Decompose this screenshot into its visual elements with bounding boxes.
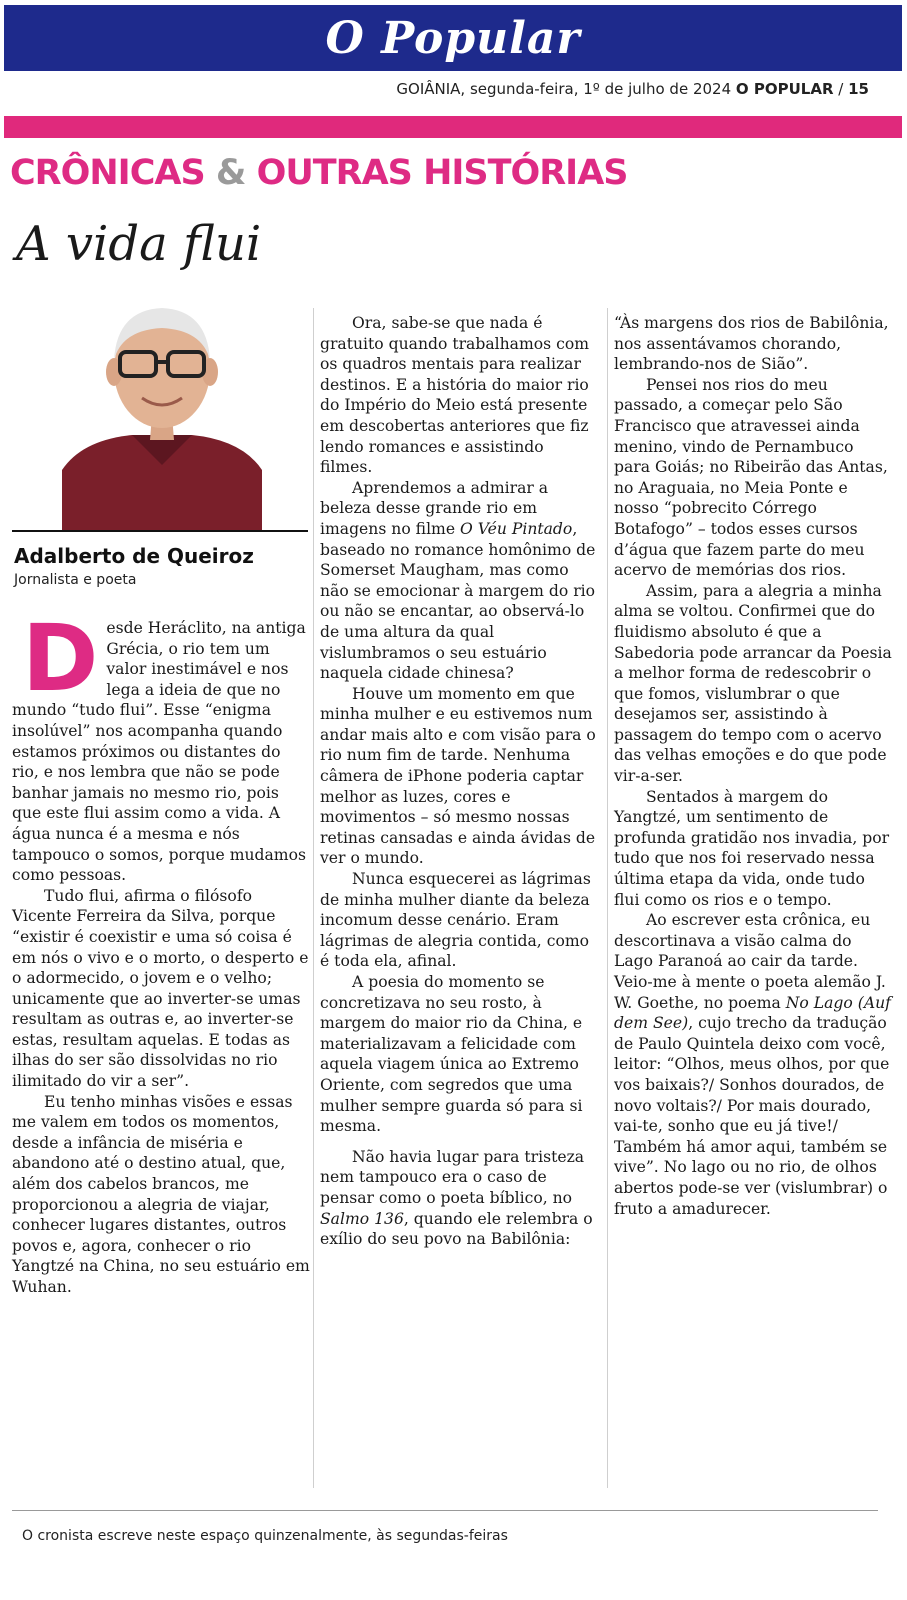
section-title-part1: CRÔNICAS (10, 153, 205, 193)
poem-title: No Lago (Auf dem See) (614, 993, 891, 1033)
footer-rule (12, 1510, 878, 1511)
section-title-part2: OUTRAS HISTÓRIAS (256, 153, 628, 193)
paragraph: Ao escrever esta crônica, eu descortinava a visão calma do Lago Paranoá ao cair da tarde. Veio-me à mente o poeta alemão J. W. Goethe, no poema No Lago (Auf dem See), cujo trecho da tradução de Paulo Quintela deixo com você, leitor: “Olhos, meus olhos, por que vos baixais?/ Sonhos dourados, de novo voltais?/ Por mais dourado, vai-te, sonho que eu já tive!/ Também há amor aqui, também se vive”. No lago ou no rio, de olhos abertos pode-se ver (vislumbrar) o fruto a amadurecer. (614, 911, 891, 1218)
article-headline: A vida flui (16, 216, 262, 272)
section-ampersand: & (215, 153, 246, 193)
article-column-1 (12, 605, 310, 1298)
folio-paper-name: O POPULAR (735, 80, 834, 98)
paragraph: Sentados à margem do Yangtzé, um sentimento de profunda gratidão nos invadia, por tudo que nos foi reservado nessa última etapa da vida, onde tudo flui como os rios e o tempo. (614, 787, 890, 909)
author-rule (12, 530, 308, 532)
psalm-reference: Salmo 136 (320, 1209, 404, 1228)
paragraph: A poesia do momento se concretizava no seu rosto, à margem do maior rio da China, e materializavam a felicidade com aquela viagem única ao Extremo Oriente, com segredos que uma mulher sempre guarda só para si mesma. (320, 973, 583, 1136)
newspaper-logo: O Popular (325, 12, 581, 64)
quotation: “Às margens dos rios de Babilônia, nos assentávamos chorando, lembrando-nos de Sião”. (614, 314, 889, 374)
edition-date: GOIÂNIA, segunda-feira, 1º de julho de 2024 (396, 80, 732, 98)
film-title: O Véu Pintado (460, 519, 573, 538)
page-number: 15 (848, 80, 869, 98)
paragraph: Assim, para a alegria a minha alma se voltou. Confirmei que do fluidismo absoluto é que a Sabedoria pode arrancar da Poesia a melhor forma de redescobrir o que fomos, vislumbrar o que desejamos ser, assistindo à passagem do tempo com o acervo das velhas emoções e do que pode vir-a-ser. (614, 581, 892, 786)
column-divider (313, 308, 314, 1488)
drop-cap: D (22, 605, 99, 712)
paragraph: Não havia lugar para tristeza nem tampouco era o caso de pensar como o poeta bíblico, no Salmo 136, quando ele relembra o exílio do seu povo na Babilônia: (320, 1147, 593, 1249)
folio-separator: / (833, 80, 849, 98)
paragraph: esde Heráclito, na antiga Grécia, o rio tem um valor inestimável e nos lega a ideia de que no mundo “tudo flui”. Esse “enigma insolúvel” nos acompanha quando estamos próximos ou distantes do rio, e nos lembra que não se pode banhar jamais no mesmo rio, pois que este flui assim como a vida. A água nunca é a mesma e nós tampouco o somos, porque mudamos como pessoas. (12, 619, 306, 885)
paragraph: Nunca esquecerei as lágrimas de minha mulher diante da beleza incomum desse cenário. Eram lágrimas de alegria contida, como é toda ela, afinal. (320, 870, 591, 971)
column-footer-note: O cronista escreve neste espaço quinzenalmente, às segundas-feiras (22, 1528, 508, 1544)
paragraph: Houve um momento em que minha mulher e eu estivemos num andar mais alto e com visão para o rio num fim de tarde. Nenhuma câmera de iPhone poderia captar melhor as luzes, cores e movimentos – só mesmo nossas retinas cansadas e ainda ávidas de ver o mundo. (320, 684, 596, 868)
section-color-bar (4, 116, 902, 138)
author-portrait-illustration (62, 290, 262, 530)
paragraph: Eu tenho minhas visões e essas me valem em todos os momentos, desde a infância de miséria e abandono até o destino atual, que, além dos cabelos brancos, me proporcionou a alegria de viajar, conhecer lugares distantes, outros povos e, agora, conhecer o rio Yangtzé na China, no seu estuário em Wuhan. (12, 1092, 310, 1296)
folio-line (396, 80, 869, 98)
author-name: Adalberto de Queiroz (14, 544, 254, 568)
column-divider (607, 308, 608, 1488)
author-role: Jornalista e poeta (14, 572, 137, 588)
paragraph: Tudo flui, afirma o filósofo Vicente Ferreira da Silva, porque “existir é coexistir e uma só coisa é em nós o vivo e o morto, o desperto e o adormecido, o jovem e o velho; unicamente que ao inverter-se umas resultam as outras e, ao inverter-se estas, resultam aquelas. E todas as ilhas do ser são dissolvidas no rio ilimitado do vir a ser”. (12, 886, 309, 1091)
paragraph: Aprendemos a admirar a beleza desse grande rio em imagens no filme O Véu Pintado, baseado no romance homônimo de Somerset Maugham, mas como não se emocionar à margem do rio ou não se encantar, ao observá-lo de uma altura da qual vislumbramos o seu estuário naquela cidade chinesa? (320, 478, 596, 683)
section-title (10, 153, 628, 193)
article-column-2 (320, 313, 600, 1250)
author-photo (62, 290, 262, 530)
article-column-3 (614, 313, 892, 1219)
paragraph: Ora, sabe-se que nada é gratuito quando trabalhamos com os quadros mentais para realizar destinos. E a história do maior rio do Império do Meio está presente em descobertas anteriores que fiz lendo romances e assistindo filmes. (320, 314, 589, 477)
paragraph: Pensei nos rios do meu passado, a começar pelo São Francisco que atravessei ainda menino, vindo de Pernambuco para Goiás; no Ribeirão das Antas, no Araguaia, no Meia Ponte e nosso “pobrecito Córrego Botafogo” – todos esses cursos d’água que fazem parte do meu acervo de memórias dos rios. (614, 375, 888, 580)
masthead (4, 5, 902, 71)
